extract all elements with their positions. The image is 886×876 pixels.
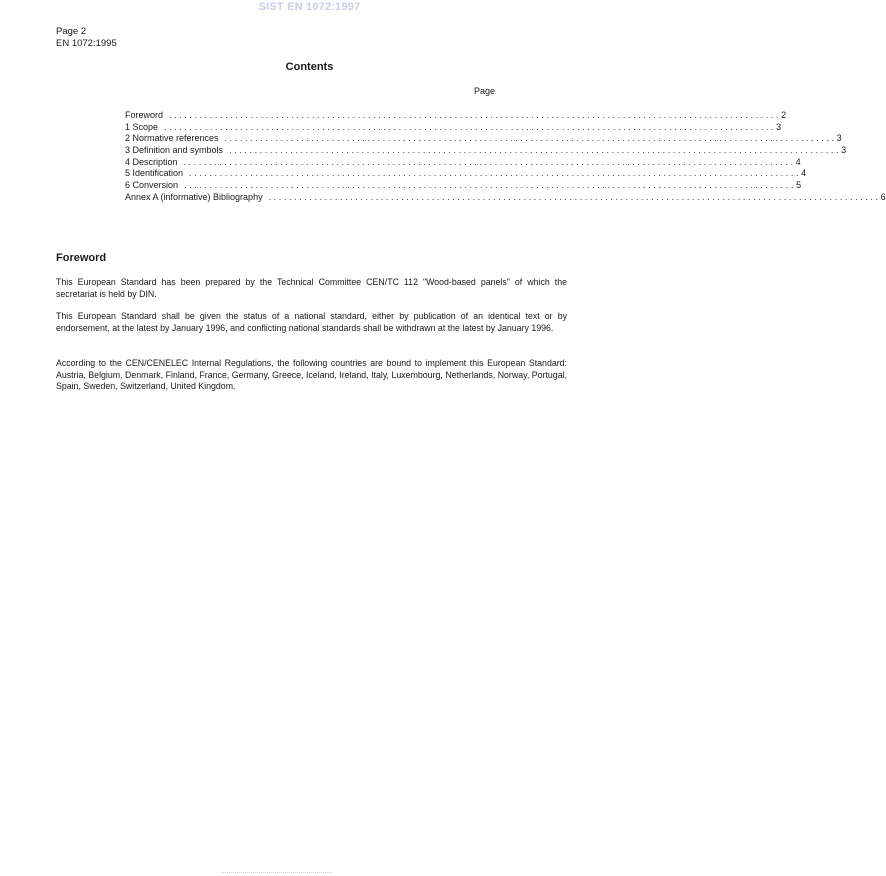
table-of-contents [125,110,886,204]
toc-entry-description[interactable] [125,156,801,169]
foreword-paragraph-1: This European Standard has been prepared by the Technical Committee CEN/TC 112 "Wood-based panels" of which the secretariat is held by DIN. [56,277,567,299]
toc-entry-foreword[interactable] [125,110,787,122]
page-column-label: Page [474,86,496,96]
toc-entry-page: 3 [836,133,842,144]
toc-entry-scope[interactable] [125,121,782,134]
foreword-paragraph-3: According to the CEN/CENELEC Internal Regulations, the following countries are bound to implement this European Standard: Austria, Belgium, Denmark, Finland, France, Germany, Greece, Iceland, Ireland, Italy, Luxembourg, Netherlands, Norway, Portugal, Spain, Sweden, Switzerland, United Kingdom. [56,358,567,392]
toc-leader-dots: ........................................................................................................................ [268,191,881,202]
foreword-paragraph-2: This European Standard shall be given the status of a national standard, either by publication of an identical text or by endorsement, at the latest by January 1996, and conflicting national standards shall be withdrawn at the latest by January 1996. [56,311,567,333]
toc-entry-label: Foreword [125,110,164,120]
toc-entry-identification[interactable] [125,168,807,180]
foreword-heading: Foreword [56,252,107,264]
toc-entry-label: 3 Definition and symbols [125,145,224,156]
toc-entry-page: 4 [801,168,807,179]
toc-entry-label: Annex A (informative) Bibliography [125,191,263,202]
page-header [56,26,117,50]
toc-entry-label: 2 Normative references [125,133,219,144]
contents-title: Contents [285,61,334,73]
toc-entry-label: 1 Scope [125,121,159,132]
standard-id: EN 1072:1995 [56,38,117,49]
toc-entry-page: 2 [781,110,787,120]
toc-leader-dots: ........................................................................................................................ [189,168,802,179]
toc-entry-page: 3 [776,121,782,132]
toc-leader-dots: ........................................................................................................................ [224,133,837,144]
toc-entry-page: 6 [880,191,886,202]
toc-entry-label: 4 Description [125,156,178,167]
toc-entry-annex-a-bibliography[interactable] [125,191,886,204]
toc-entry-normative-references[interactable] [125,133,842,145]
toc-leader-dots: ........................................................................................................................ [164,121,777,132]
watermark: SIST EN 1072:1997 [258,1,361,13]
toc-entry-page: 4 [795,156,801,167]
toc-entry-label: 5 Identification [125,168,184,179]
toc-leader-dots: ........................................................................................................................ [184,180,797,191]
toc-entry-definition-and-symbols[interactable] [125,145,847,157]
page-number: Page 2 [56,26,87,37]
toc-leader-dots: ........................................................................................................................ [229,145,842,156]
toc-leader-dots: ........................................................................................................................ [183,156,796,167]
toc-entry-page: 3 [841,145,847,156]
toc-entry-label: 6 Conversion [125,180,179,191]
toc-leader-dots: ........................................................................................................................ [169,110,782,120]
toc-entry-conversion[interactable] [125,180,802,192]
footer-divider [222,872,332,874]
toc-entry-page: 5 [796,180,802,191]
